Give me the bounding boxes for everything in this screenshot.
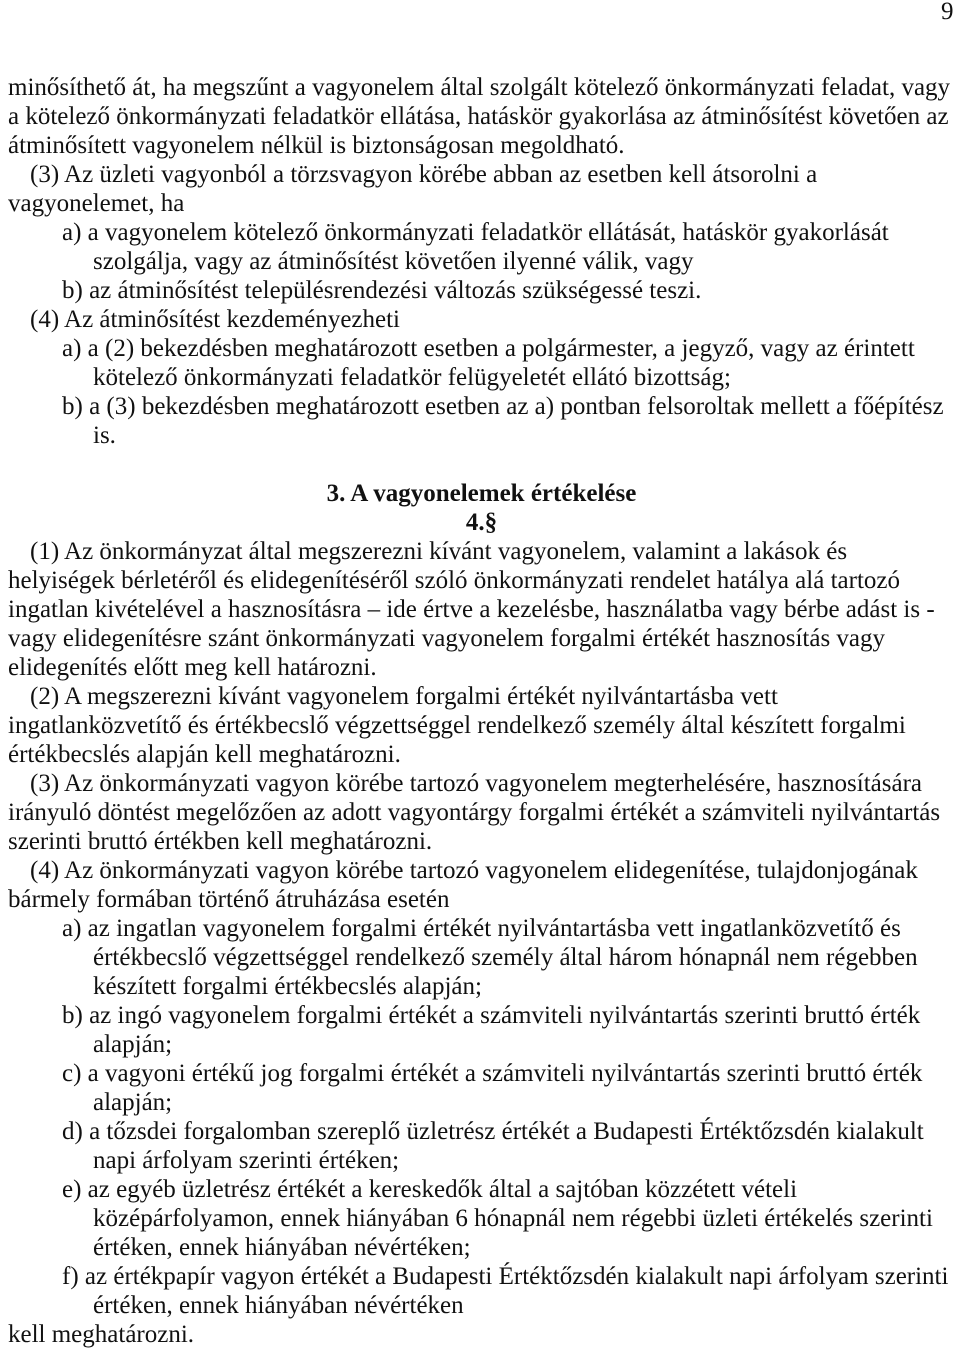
paragraph-first-line: (4) Az átminősítést kezdeményezheti (30, 306, 401, 333)
text-line: szerinti bruttó értékben kell meghatározni. (8, 828, 433, 855)
list-item-line: f) az értékpapír vagyon értékét a Budapesti Értéktőzsdén kialakult napi árfolyam szerinti (62, 1263, 949, 1290)
text-line: vagyonelemet, ha (8, 190, 185, 217)
list-item-b (0, 392, 960, 450)
blank-line (0, 450, 960, 479)
text-line: ingatlan kivételével a hasznosításra – ide értve a kezelésbe, használatba vagy bérbe adást is - (8, 596, 935, 623)
paragraph-4 (0, 305, 960, 450)
text-line: átminősített vagyonelem nélkül is biztonságosan megoldható. (8, 132, 625, 159)
list-item-e (0, 1175, 960, 1262)
text-line: ingatlanközvetítő és értékbecslő végzettséggel rendelkező személy által készített forgalmi (8, 712, 906, 739)
list-item-continuation: alapján; (93, 1031, 173, 1058)
text-line: helyiségek bérletéről és elidegenítéséről szóló önkormányzati rendelet hatálya alá tartozó (8, 567, 900, 594)
paragraph-first-line: (3) Az üzleti vagyonból a törzsvagyon körébe abban az esetben kell átsorolni a (30, 161, 818, 188)
list-item-b (0, 1001, 960, 1059)
list-item-line: a) a (2) bekezdésben meghatározott esetben a polgármester, a jegyző, vagy az érintett (62, 335, 915, 362)
list-item-b (0, 276, 960, 305)
section-heading: 3. A vagyonelemek értékelése (326, 480, 637, 507)
text-line: irányuló döntést megelőzően az adott vagyontárgy forgalmi értékét a számviteli nyilvántartás (8, 799, 941, 826)
paragraph-first-line: (4) Az önkormányzati vagyon körébe tartozó vagyonelem elidegenítése, tulajdonjogának (30, 857, 918, 884)
paragraph-3 (0, 160, 960, 305)
page-number: 9 (941, 0, 954, 25)
list-item-line: b) az ingó vagyonelem forgalmi értékét a számviteli nyilvántartás szerinti bruttó érték (62, 1002, 921, 1029)
section-paragraph-3 (0, 769, 960, 856)
list-item-c (0, 1059, 960, 1117)
list-item-continuation: középárfolyamon, ennek hiányában 6 hónapnál nem régebbi üzleti értékelés szerinti (93, 1205, 933, 1232)
section-paragraph-4 (0, 856, 960, 1349)
list-item-continuation: készített forgalmi értékbecslés alapján; (93, 973, 482, 1000)
list-item-line: c) a vagyoni értékű jog forgalmi értékét a számviteli nyilvántartás szerinti bruttó érték (62, 1060, 923, 1087)
paragraph-sign: 4.§ (465, 509, 498, 536)
paragraph-first-line: (2) A megszerezni kívánt vagyonelem forgalmi értékét nyilvántartásba vett (30, 683, 778, 710)
list-item-line: b) a (3) bekezdésben meghatározott esetben az a) pontban felsoroltak mellett a főépítész (62, 393, 944, 420)
list-item-continuation: napi árfolyam szerinti értéken; (93, 1147, 400, 1174)
text-line: vagy elidegenítésre szánt önkormányzati vagyonelem forgalmi értékét hasznosítás vagy (8, 625, 886, 652)
list-item-line: e) az egyéb üzletrész értékét a kereskedők által a sajtóban közzétett vételi (62, 1176, 798, 1203)
document-body (0, 73, 960, 1349)
text-line: értékbecslés alapján kell meghatározni. (8, 741, 401, 768)
list-item-a (0, 218, 960, 276)
list-item-line: a) az ingatlan vagyonelem forgalmi értékét nyilvántartásba vett ingatlanközvetítő és (62, 915, 901, 942)
closing-line: kell meghatározni. (8, 1321, 195, 1348)
list-item-continuation: alapján; (93, 1089, 173, 1116)
section-paragraph-2 (0, 682, 960, 769)
list-item-continuation: értékbecslő végzettséggel rendelkező személy által három hónapnál nem régebben (93, 944, 918, 971)
text-line: elidegenítés előtt meg kell határozni. (8, 654, 377, 681)
list-item-a (0, 334, 960, 392)
text-line: bármely formában történő átruházása esetén (8, 886, 450, 913)
list-item-continuation: értéken, ennek hiányában névértéken (93, 1292, 464, 1319)
list-item-f (0, 1262, 960, 1320)
list-item-continuation: szolgálja, vagy az átminősítést követően ilyenné válik, vagy (93, 248, 694, 275)
text-line: a kötelező önkormányzati feladatkör ellátása, hatáskör gyakorlása az átminősítést követően az (8, 103, 949, 130)
list-item-d (0, 1117, 960, 1175)
list-item-line: b) az átminősítést településrendezési változás szükségessé teszi. (62, 277, 702, 304)
text-line: minősíthető át, ha megszűnt a vagyonelem által szolgált kötelező önkormányzati feladat, vagy (8, 74, 951, 101)
list-item-a (0, 914, 960, 1001)
list-item-continuation: kötelező önkormányzati feladatkör felügyeletét ellátó bizottság; (93, 364, 731, 391)
list-item-line: a) a vagyonelem kötelező önkormányzati feladatkör ellátását, hatáskör gyakorlását (62, 219, 889, 246)
list-item-line: d) a tőzsdei forgalomban szereplő üzletrész értékét a Budapesti Értéktőzsdén kialakult (62, 1118, 924, 1145)
list-item-continuation: értéken, ennek hiányában névértéken; (93, 1234, 471, 1261)
section-paragraph-1 (0, 537, 960, 682)
paragraph-first-line: (3) Az önkormányzati vagyon körébe tartozó vagyonelem megterhelésére, hasznosítására (30, 770, 923, 797)
previous-paragraph-end (0, 73, 960, 160)
paragraph-first-line: (1) Az önkormányzat által megszerezni kívánt vagyonelem, valamint a lakások és (30, 538, 848, 565)
list-item-continuation: is. (93, 422, 116, 449)
